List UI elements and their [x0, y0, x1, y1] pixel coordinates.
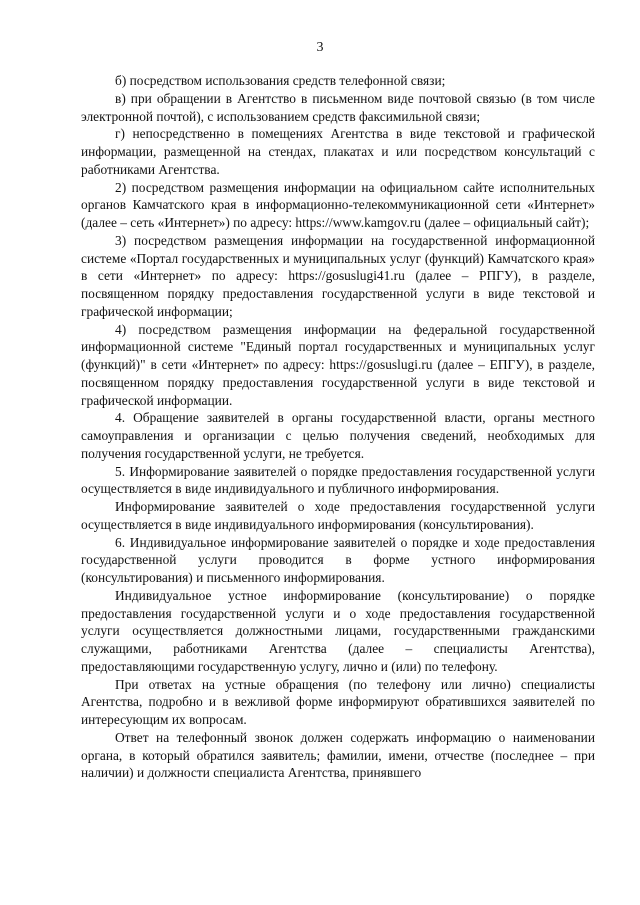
paragraph: Индивидуальное устное информирование (консультирование) о порядке предоставления государственной услуги и о ходе предоставления государственной услуги осуществляется должностными лицами, государственными гражданскими служащими, работниками Агентства (далее – специалисты Агентства), предоставляющими государственную услугу, лично и (или) по телефону.: [81, 587, 595, 674]
paragraph: б) посредством использования средств телефонной связи;: [115, 73, 446, 88]
paragraph: 2) посредством размещения информации на официальном сайте исполнительных органов Камчатского края в информационно-телекоммуникационной сети «Интернет» (далее – сеть «Интернет») по адресу: https://www.kamgov.ru (далее – официальный сайт);: [81, 179, 595, 230]
paragraph: 3) посредством размещения информации на государственной информационной системе «Портал государственных и муниципальных услуг (функций) Камчатского края» в сети «Интернет» по адресу: https://gosuslugi41.ru (далее – РПГУ), в разделе, посвященном порядку предоставления государственной услуги в виде текстовой и графической информации;: [81, 232, 595, 319]
paragraph: При ответах на устные обращения (по телефону или лично) специалисты Агентства, подробно и в вежливой форме информируют обратившихся заявителей по интересующим их вопросам.: [81, 676, 595, 727]
paragraph: 5. Информирование заявителей о порядке предоставления государственной услуги осуществляется в виде индивидуального и публичного информирования.: [81, 463, 595, 497]
paragraph: 6. Индивидуальное информирование заявителей о порядке и ходе предоставления государственной услуги проводится в форме устного информирования (консультирования) и письменного информирования.: [81, 534, 595, 585]
document-body: [81, 72, 595, 782]
paragraph: в) при обращении в Агентство в письменном виде почтовой связью (в том числе электронной почтой), с использованием средств факсимильной связи;: [81, 90, 595, 124]
paragraph: Информирование заявителей о ходе предоставления государственной услуги осуществляется в виде индивидуального информирования (консультирования).: [81, 499, 595, 532]
paragraph: Ответ на телефонный звонок должен содержать информацию о наименовании органа, в который обратился заявитель; фамилии, имени, отчестве (последнее – при наличии) и должности специалиста Агентства, принявшего: [81, 729, 595, 781]
paragraph: 4) посредством размещения информации на федеральной государственной информационной системе "Единый портал государственных и муниципальных услуг (функций)" в сети «Интернет» по адресу: https://gosuslugi.ru (далее – ЕПГУ), в разделе, посвященном порядку предоставления государственной услуги в виде текстовой и графической информации.: [81, 321, 595, 408]
page-number: 3: [316, 40, 324, 55]
paragraph: 4. Обращение заявителей в органы государственной власти, органы местного самоуправления и организации с целью получения сведений, необходимых для получения государственной услуги, не требуется.: [81, 410, 595, 461]
paragraph: г) непосредственно в помещениях Агентства в виде текстовой и графической информации, размещенной на стендах, плакатах и или посредством консультаций с работниками Агентства.: [81, 126, 595, 177]
